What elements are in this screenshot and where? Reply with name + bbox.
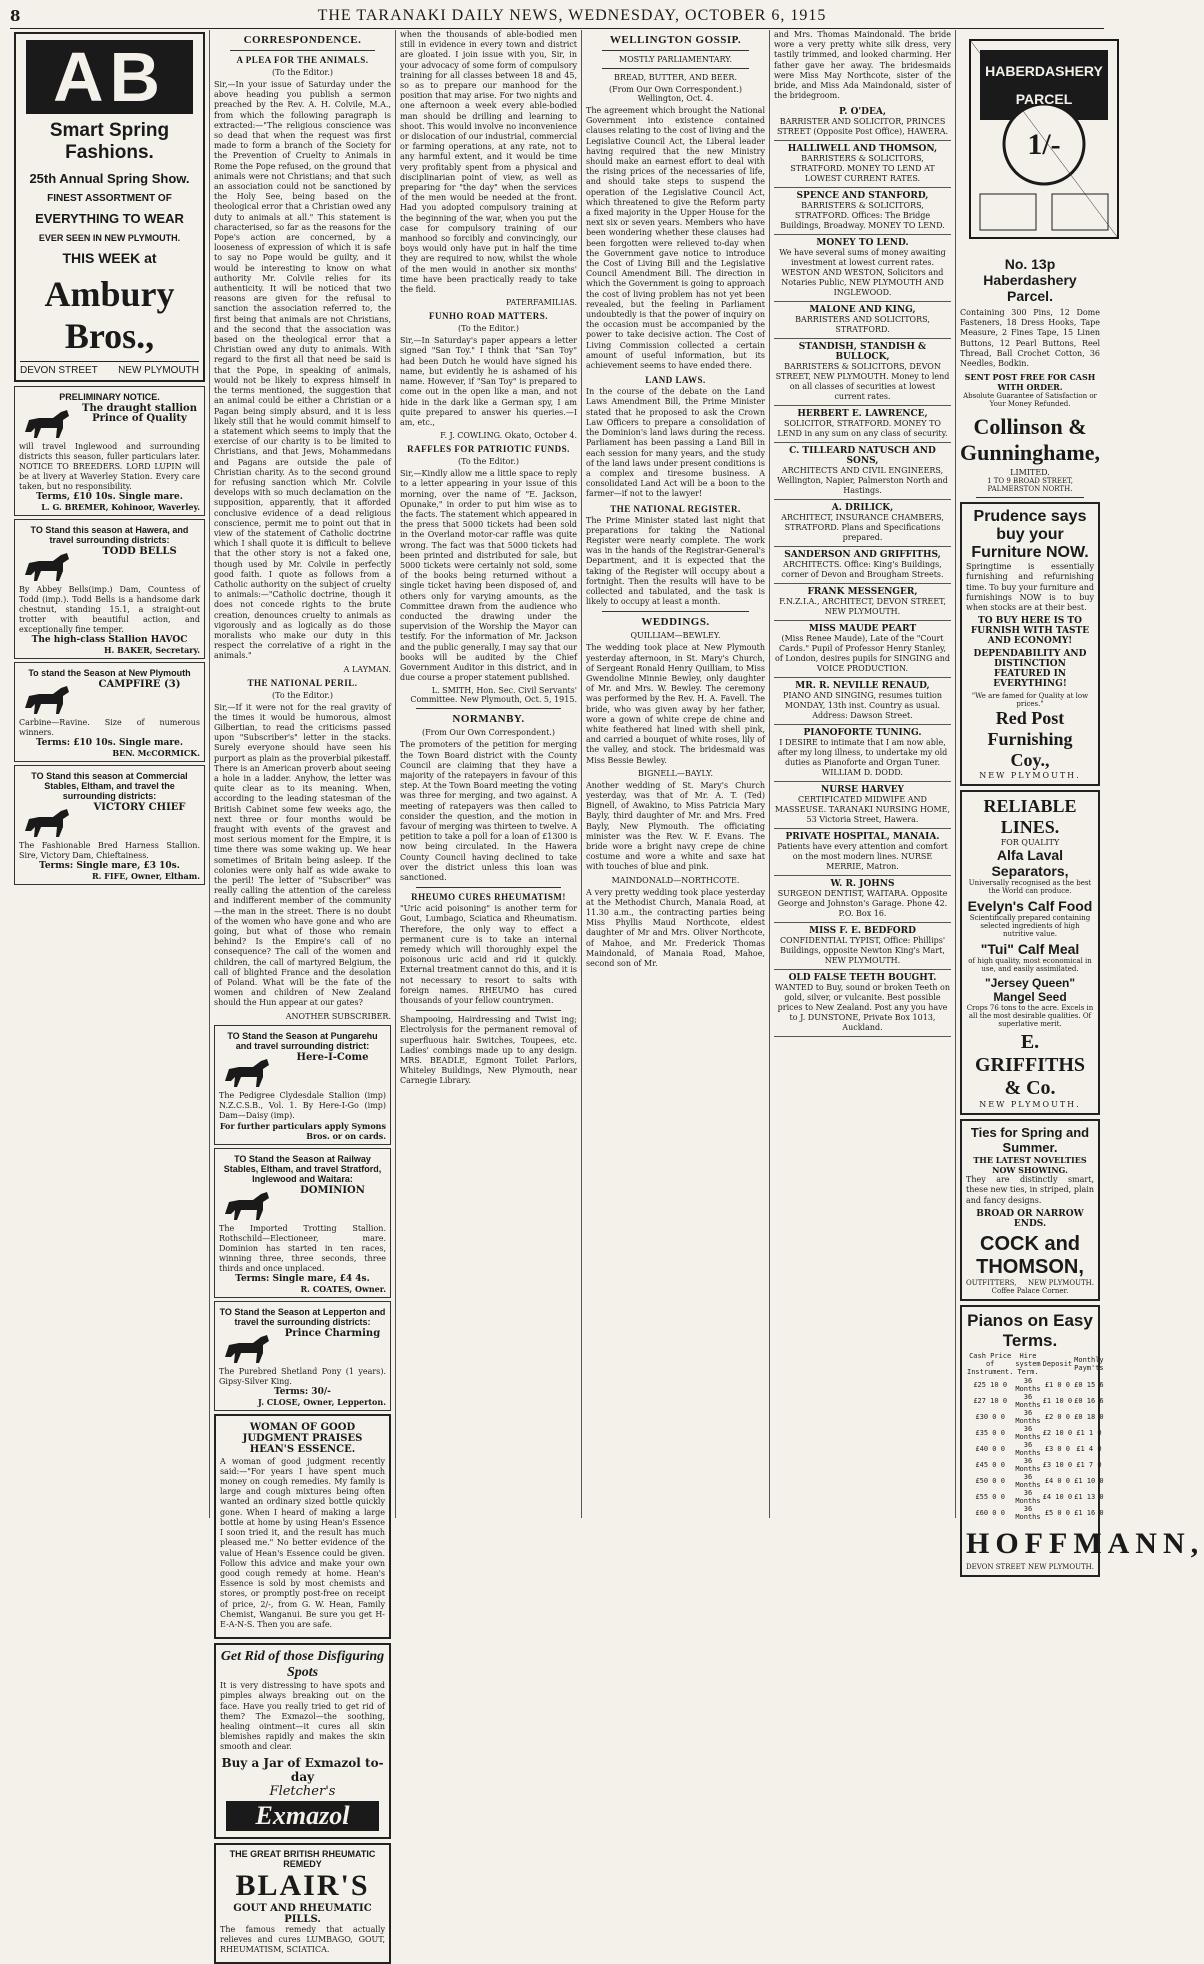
stallion-notice [14, 519, 205, 659]
haberdashery-parcel-illustration [960, 34, 1128, 244]
card-name: C. TILLEARD NATUSCH AND SONS, [789, 446, 936, 467]
prudence-quote: "We are famed for Quality at low prices." [971, 692, 1089, 709]
card-text: ARCHITECT, INSURANCE CHAMBERS, STRATFORD. Plans and Specifications prepared. [781, 513, 944, 543]
card-name: OLD FALSE TEETH BOUGHT. [788, 973, 937, 984]
notice-owner: BEN. McCORMICK. [112, 748, 200, 758]
notice-heading: PRELIMINARY NOTICE. [59, 392, 160, 402]
table-cell: £40 0 0 [975, 1444, 1005, 1453]
haberdashery-ad [960, 256, 1100, 493]
divider [416, 708, 561, 709]
stallion-notice [14, 386, 205, 516]
wedding-body: A very pretty wedding took place yesterday at the Methodist Church, Manaia Road, at 11.30 a.m., the contracting parties being Miss Phyllis Maud Northcote, eldest daughter of Mr and Mrs. Oliver Northcote, of Mahoe, and Mr. Frederick Thomas Maindonald, of Manaia Road, Mahoe, second son of Mr. [586, 887, 765, 969]
card-text: I DESIRE to intimate that I am now able, after my long illness, to undertake my old duties as Pianoforte and Organ Tuner. WILLIAM D. DODD. [777, 738, 948, 778]
stallion-notice [214, 1025, 391, 1145]
parcel-brand: HABERDASHERY [985, 63, 1103, 79]
table-cell: £25 10 0 [973, 1380, 1008, 1389]
table-header-row [966, 1351, 1105, 1377]
table-row [966, 1505, 1105, 1521]
column-5 [770, 30, 956, 1518]
table-cell: £3 0 0 [1044, 1444, 1071, 1453]
table-cell: £1 10 0 [1074, 1476, 1104, 1485]
card-name: A. DRILICK, [831, 503, 894, 514]
column-4 [582, 30, 770, 1518]
divider [416, 887, 561, 888]
table-cell: 36 Months [1015, 1440, 1041, 1457]
wedding-title: MAINDONALD—NORTHCOTE. [611, 875, 740, 885]
table-cell: £1 4 0 [1076, 1444, 1102, 1453]
notice-heading: TO Stand this season at Commercial Stables, Eltham, and travel the surrounding districts: [31, 771, 188, 801]
professional-cards [774, 104, 951, 1037]
table-cell: 36 Months [1015, 1376, 1041, 1393]
horse-illustration [219, 1055, 275, 1089]
table-header: Hire system Term. [1015, 1351, 1041, 1376]
article-body: The Prime Minister stated last night that preparations for taking the National Register were nearly complete. The work was in the hands of the Registrar-General's Department, and it is expected that the taking of the Register will occupy about a fortnight. Then the results will have to be collected and tabulated, and the task is likely to occupy at least a month. [586, 515, 765, 607]
notice-owner: H. BAKER, Secretary. [103, 645, 200, 655]
table-cell: £1 7 0 [1076, 1460, 1102, 1469]
card-text: WANTED to Buy, sound or broken Teeth on gold, silver, or vulcanite. Best possible prices to New Zealand. Post any you have to J. DUNSTONE, Private Box 1013, Auckland. [774, 983, 951, 1033]
table-cell: 36 Months [1015, 1472, 1041, 1489]
letter-title: A PLEA FOR THE ANIMALS. [236, 55, 369, 65]
professional-card [774, 443, 951, 500]
ties-heading: Ties for Spring and Summer. [970, 1125, 1090, 1156]
letter-to: (To the Editor.) [458, 457, 519, 467]
ad-address [20, 361, 199, 376]
notice-terms: The high-class Stallion HAVOC [31, 635, 188, 645]
parcel-guarantee: Absolute Guarantee of Satisfaction or Your Money Refunded. [963, 392, 1097, 409]
griffiths-town: NEW PLYMOUTH. [979, 1100, 1081, 1110]
letter-title: RAFFLES FOR PATRIOTIC FUNDS. [407, 444, 570, 455]
table-cell: £1 10 0 [1042, 1396, 1073, 1405]
ad-brand: Fletcher's [269, 1783, 336, 1799]
card-name: MISS MAUDE PEART [808, 624, 917, 635]
professional-card [774, 302, 951, 339]
table-cell: 36 Months [1015, 1408, 1041, 1425]
ad-heading: Smart Spring Fashions. [49, 120, 170, 163]
stallion-name: Here-I-Come [296, 1051, 369, 1063]
stallion-notice [14, 765, 205, 885]
ad-firm-name: Ambury Bros., [44, 274, 175, 356]
wedding-body: Another wedding of St. Mary's Church yesterday, was that of Mr. A. T. (Ted) Bignell, of Awakino, to Miss Patricia Mary Bayly, third daughter of Mr. and Mrs. Fred Bayly, New Plymouth. The officiating minister was the Rev. W. F. Evans. The bride wore a bright navy crepe de chine costume and wore a white and saxe hat with touches of blue and pink. [586, 780, 765, 872]
table-body [966, 1377, 1105, 1521]
table-cell: £4 10 0 [1042, 1492, 1073, 1501]
article-subheading: BREAD, BUTTER, AND BEER. [614, 73, 737, 82]
notice-heading: TO Stand the Season at Lepperton and travel the surrounding districts: [219, 1306, 386, 1327]
letter-signature: A LAYMAN. [343, 664, 391, 674]
stallion-notice [214, 1301, 391, 1411]
pianos-heading: Pianos on Easy Terms. [967, 1310, 1093, 1350]
letter-body: when the thousands of able-bodied men still in evidence in every town and district are gloated. I join issue with you, Sir, in your advocacy of some form of compulsory training for all classes between 18 and 45, so as to prepare our manhood for the position that may arise. For two nights and one afternoon a week every able-bodied man should be drilling and learning to shoot. This would involve no inconvenience or dislocation of our industrial, commercial or farming operations, at any rate, not to any harmful extent, and it would be time very profitably spent from a physical and disciplinarian point of view, as well as preparing for "the day" when the services of the men would be needed at the front. Had you adopted compulsory training at the beginning of the war, when you put the case for compulsory training of our manhood so forcibly and convincingly, our boys would only have put in half the time they are required to now, whilst the whole of the men would in another six months' time have been practically ready to take the field. [400, 30, 577, 295]
card-text: BARRISTER AND SOLICITOR, PRINCES STREET (Opposite Post Office), HAWERA. [776, 117, 949, 137]
hoffmann-pianos-ad [960, 1305, 1204, 1577]
card-text: ARCHITECTS. Office: King's Buildings, corner of Devon and Brougham Streets. [781, 560, 944, 580]
card-text: CERTIFICATED MIDWIFE AND MASSEUSE. TARANAKI NURSING HOME, 53 Victoria Street, Hawera. [774, 795, 951, 825]
letter-signature: F. J. COWLING. Okato, October 4. [440, 431, 577, 441]
letter-title: THE NATIONAL PERIL. [247, 677, 358, 688]
collinson-address: 1 TO 9 BROAD STREET, PALMERSTON NORTH. [987, 477, 1073, 494]
card-text: SURGEON DENTIST, WAITARA. Opposite George and Johnston's Garage. Phone 42. P.O. Box 16. [777, 889, 948, 919]
prudence-taste: TO BUY HERE IS TO FURNISH WITH TASTE AND ECONOMY! [970, 616, 1090, 647]
horse-illustration [219, 1331, 275, 1365]
article-heading: NORMANBY. [452, 713, 525, 726]
table-cell: £0 15 6 [1074, 1380, 1104, 1389]
cock-thomson-ad [960, 1119, 1100, 1301]
stallion-notices [14, 386, 205, 885]
column-3 [396, 30, 582, 1518]
page-number: 8 [10, 7, 21, 25]
ties-text: They are distinctly smart, these new ties, in striped, plain and fancy designs. [966, 1175, 1094, 1205]
table-cell: 36 Months [1015, 1488, 1041, 1505]
notice-heading: TO Stand the Season at Pungarehu and travel surrounding district: [227, 1030, 378, 1051]
article-body: The agreement which brought the National Government into existence contained clauses relating to the cost of living and the Legislative Council Act, the Liberal leader having required that the new Ministry should make an earnest effort to deal with the rising prices of the necessaries of life, and should take steps to suspend the operation of the Legislative Council Act, which threatened to give the Reform party a fixed majority in the Upper House for the next six or seven years. Members who have been wondering whether these clauses had been forgotten were relieved to-day when the Government gave notice to introduce the Cost of Living Bill and the Legislative Council Amendment Bill. The direction in which the Government is going to approach the cost of living problem has not yet been revealed, but the feeling in Parliament undoubtedly is that the power of inquiry on the occasion must be accompanied by the power to take decisive action. The Cost of Living Commission collected a certain amount of useful information, but its achievement seems to have ended there. [586, 106, 765, 371]
ad-brand: BLAIR'S [235, 1868, 370, 1902]
card-name: FRANK MESSENGER, [807, 587, 918, 598]
rheumo-body: "Uric acid poisoning" is another term for Gout, Lumbago, Sciatica and Rheumatism. Therefore, the only way to effect a permanent cure is to take an internal remedy which will thoroughly expel the poisonous uric acid and rid it quickly. External treatment cannot do this, and it is not necessary to resort to salts with foreign names. RHEUMO has cured thousands of your fellow countrymen. [400, 904, 577, 1006]
letter-signature: ANOTHER SUBSCRIBER. [285, 1011, 391, 1021]
letter-body: Sir,—In your issue of Saturday under the above heading you publish a sermon preached by the Rev. A. H. Colvile, M.A., from which the following paragraph is extracted:—"The religious conscience was so dead that when the request was first made to form a branch of the Society for the Prevention of Cruelty to Animals in Rome the Pope refused, on the ground that animals were not Christians; and that such an association could not be sanctioned by the Holy See, being based on the theological error that a Christian owed any duty to animals at all." This statement is characterised, so far as the reasons for the Pope's action are concerned, by a looseness of expression of which it is safe to say no Pope would be guilty, and it would be interesting to know on what authority Mr. Colvile relies for its authenticity. It will be noticed that two reasons are given for the refusal to sanction the association referred to, the first being that animals are not Christians, and the second that the association was based on the theological error that a Christian owed any duty to animals. With regard to the first all that need be said is that the Pope, in speaking of animals, would not be likely to express himself in the terms mentioned, the suggestion that an animal could be either a Christian or a Pagan being simply absurd, and it is less likely still that he would commit himself to a statement which seems to imply that the exercise of our charity is to be limited to Christians, and that Jews, Mohammedans and Pagans are outside the pale of Christian charity. As to the second ground for refusing sanction which Mr. Colvile develops with so much declamation on the supposition, apparently, that it afforded conclusive evidence of a dead religious conscience, permit me to point out that in view of the statement of Catholic doctrine which I shall quote it is difficult to believe that the other story is not a faked one, though used by Mr. Colvile in perfectly good faith. I quote as follows from a Catholic authority on the subject of cruelty to animals:—"Catholic doctrine, though it does not concede rights to the brute creation, denounces cruelty to animals as vigorously and as logically as do those moralists who make our duty in this respect the correlative of a right in the animals." [214, 80, 391, 661]
ad-line: EVER SEEN IN NEW PLYMOUTH. [38, 233, 181, 243]
ad-text: The famous remedy that actually relieves and cures LUMBAGO, GOUT, RHEUMATISM, SCIATICA. [220, 1924, 385, 1954]
horse-illustration [19, 406, 75, 440]
ad-heading: Get Rid of those Disfiguring Spots [220, 1649, 385, 1681]
notice-terms: Terms, £10 10s. Single mare. [36, 492, 183, 502]
wedding-continued: and Mrs. Thomas Maindonald. The bride wore a very pretty white silk dress, very tastily trimmed, and looked charming. Her father gave her away. The bridesmaids were Miss May Northcote, sister of the bride, and Miss Ada Maindonald, sister of the bridegroom. [774, 30, 951, 101]
stallion-name: TODD BELLS [102, 546, 177, 557]
notice-heading: TO Stand the Season at Railway Stables, Eltham, and travel Stratford, Inglewood and Waitara: [223, 1153, 382, 1184]
wedding-title: BIGNELL—BAYLY. [637, 768, 714, 778]
notice-terms: Terms: £10 10s. Single mare. [36, 738, 183, 748]
rheumo-heading: RHEUMO CURES RHEUMATISM! [411, 892, 566, 903]
professional-card [774, 188, 951, 235]
section-heading: CORRESPONDENCE. [243, 34, 362, 46]
prudence-heading: Prudence says buy your Furniture NOW. [971, 508, 1089, 562]
cock-outfitters: OUTFITTERS, [966, 1278, 1017, 1287]
card-text: ARCHITECTS AND CIVIL ENGINEERS, Wellington, Napier, Palmerston North and Hastings. [777, 466, 948, 496]
ad-line: EVERYTHING TO WEAR [35, 211, 184, 226]
card-text: Patients have every attention and comfort on the most modern lines. NURSE MERRIE, Matron. [777, 842, 948, 872]
letter-signature: L. SMITH, Hon. Sec. Civil Servants' Committee. New Plymouth, Oct. 5, 1915. [410, 686, 577, 705]
table-cell: £35 0 0 [975, 1428, 1005, 1437]
wedding-title: QUILLIAM—BEWLEY. [630, 631, 721, 641]
divider [416, 1010, 561, 1011]
collinson-limited: LIMITED. [1010, 468, 1050, 478]
cock-address: Coffee Palace Corner. [991, 1286, 1069, 1295]
card-text: We have several sums of money awaiting investment at lowest current rates. WESTON AND WESTON, Solicitors and Notaries Public, NEW PLYMOUTH AND INGLEWOOD. [779, 248, 946, 298]
professional-card [774, 829, 951, 876]
ties-latest: THE LATEST NOVELTIES NOW SHOWING. [973, 1155, 1087, 1176]
table-cell: 36 Months [1015, 1424, 1041, 1441]
article-body: In the course of the debate on the Land Laws Amendment Bill, the Prime Minister stated that he proposed to ask the Crown Law Officers to prepare a consolidation of the Dominion's land laws during the recess. Parliament has been passing a Land Bill in each session for many years, and the study of the land laws under present conditions is a complex and tiresome business. A consolidated Land Act will be a boon to the farmer—if not to the lawyer! [586, 387, 765, 499]
cock-name: COCK and THOMSON, [976, 1232, 1084, 1278]
card-text: BARRISTERS & SOLICITORS, STRATFORD. MONEY TO LEND AT LOWEST CURRENT RATES. [790, 154, 935, 184]
table-cell: £3 10 0 [1042, 1460, 1073, 1469]
wedding-body: The wedding took place at New Plymouth yesterday afternoon, in St. Mary's Church, of Sergeant Ronald Henry Quilliam, to Miss Gwendoline Minnie Bewley, only daughter of Mr. and Mrs. W. Bewley. The ceremony was performed by the Rev. H. A. Favell. The bride, who was given away by her father, wore a gown of white crepe de chine and white feathered hat lined with shell pink, and carried a bouquet of white roses, lily of the valley, and stock. The bridesmaid was Miss Bessie Bewley. [586, 643, 765, 765]
professional-card [774, 406, 951, 443]
notice-terms: Terms: 30/- [274, 1386, 331, 1397]
tui-heading: "Tui" Calf Meal [980, 941, 1080, 958]
card-name: P. O'DEA, [839, 107, 886, 118]
letter-body: Sir,—In Saturday's paper appears a letter signed "San Toy." I think that "San Toy" had been Dutch he would have signed his name, but evidently he is ashamed of his name. However, if "San Toy" is prepared to come out in the open like a man, and not hide in the dark like a German spy, I am quite prepared to answer his queries.—I am, etc., [400, 336, 577, 427]
ad-show: 25th Annual Spring Show. [29, 171, 190, 186]
parcel-title: No. 13p Haberdashery Parcel. [983, 256, 1077, 304]
griffiths-ad [960, 790, 1100, 1115]
table-row [966, 1393, 1105, 1409]
card-name: PIANOFORTE TUNING. [803, 728, 922, 739]
ab-logo: AB [26, 40, 193, 114]
card-name: MONEY TO LEND. [816, 238, 909, 249]
card-text: CONFIDENTIAL TYPIST, Office: Phillips' Buildings, opposite Newton King's Mart, NEW PLYMOUTH. [779, 936, 946, 966]
notice-terms: Terms: Single mare, £4 4s. [235, 1273, 370, 1284]
table-cell: £2 10 0 [1042, 1428, 1073, 1437]
exmazol-ad [214, 1643, 391, 1838]
exmazol-logo: Exmazol [226, 1801, 379, 1831]
table-cell: £1 1 0 [1076, 1428, 1102, 1437]
table-row [966, 1377, 1105, 1393]
notice-text: The Fashionable Bred Harness Stallion. Sire, Victory Dam, Chieftainess. [19, 841, 200, 860]
red-post-furnishing-ad [960, 502, 1100, 786]
table-cell: £30 0 0 [975, 1412, 1005, 1421]
notice-owner: J. CLOSE, Owner, Lepperton. [258, 1396, 386, 1407]
article-subheading: THE NATIONAL REGISTER. [610, 503, 741, 514]
notice-terms: Terms: Single mare, £3 10s. [39, 861, 180, 871]
letter-to: (To the Editor.) [458, 324, 519, 334]
article-from: (From Our Own Correspondent.) Wellington, Oct. 4. [608, 85, 743, 103]
card-name: W. R. JOHNS [830, 879, 895, 890]
table-header: Deposit [1042, 1359, 1073, 1368]
card-name: NURSE HARVEY [821, 785, 904, 796]
professional-card [774, 339, 951, 406]
table-cell: £0 16 6 [1074, 1396, 1104, 1405]
stallion-name: Prince Charming [284, 1327, 381, 1339]
notice-text: will travel Inglewood and surrounding districts this season, fuller particulars later. NOTICE TO BREEDERS. LORD LUPIN will be at livery at Waverley Station. Every care taken, but no responsibility. [19, 442, 200, 491]
article-heading: WEDDINGS. [641, 616, 710, 629]
card-name: MISS F. E. BEDFORD [809, 926, 916, 937]
ad-line: FINEST ASSORTMENT OF [47, 193, 172, 204]
prudence-text: Springtime is essentially furnishing and refurnishing time. To buy your furniture and furnishings NOW is to buy when stocks are at their best. [966, 562, 1094, 613]
card-text: F.N.Z.I.A., ARCHITECT, DEVON STREET, NEW PLYMOUTH. [779, 597, 946, 617]
column-6 [956, 30, 1204, 1571]
card-text: BARRISTERS AND SOLICITORS, STRATFORD. [795, 315, 930, 335]
professional-card [774, 141, 951, 188]
notice-heading: To stand the Season at New Plymouth [28, 668, 191, 678]
professional-card [774, 782, 951, 829]
blairs-pills-ad [214, 1843, 391, 1964]
table-cell: £1 0 0 [1044, 1380, 1071, 1389]
table-cell: £5 0 0 [1044, 1508, 1071, 1517]
alfa-text: Universally recognised as the best the World can produce. [968, 879, 1092, 896]
table-row [966, 1473, 1105, 1489]
column-1 [10, 30, 210, 1518]
notice-text: The Imported Trotting Stallion. Rothschild—Electioneer, mare. Dominion has started in ten races, winning three, three seconds, three thirds and once unplaced. [219, 1223, 386, 1273]
evelyn-heading: Evelyn's Calf Food [967, 898, 1093, 915]
piano-terms-table [966, 1351, 1105, 1521]
professional-card [774, 621, 951, 678]
card-name: MR. R. NEVILLE RENAUD, [795, 681, 930, 692]
hoffmann-street: DEVON STREET [966, 1562, 1026, 1571]
table-row [966, 1489, 1105, 1505]
table-row [966, 1425, 1105, 1441]
professional-card [774, 923, 951, 970]
parcel-word: PARCEL [1015, 91, 1073, 107]
notice-text: The Purebred Shetland Pony (1 years). Gipsy-Silver King. [219, 1366, 386, 1386]
table-cell: £60 0 0 [975, 1508, 1005, 1517]
parcel-price: 1/- [1027, 128, 1061, 161]
masthead [10, 4, 1104, 29]
ambury-bros-ad [14, 32, 205, 382]
table-cell: 36 Months [1015, 1504, 1041, 1521]
notice-text: The Pedigree Clydesdale Stallion (imp) N.Z.C.S.B., Vol. 1. By Here-I-Go (imp) Dam—Daisy (imp). [219, 1090, 386, 1120]
reliable-heading: RELIABLE LINES. [983, 796, 1077, 838]
professional-card [774, 584, 951, 621]
article-from: (From Our Own Correspondent.) [421, 728, 556, 738]
ad-product: GOUT AND RHEUMATIC PILLS. [233, 1902, 372, 1925]
stallion-name: DOMINION [300, 1184, 365, 1196]
card-text: PIANO AND SINGING, resumes tuition MONDAY, 13th inst. Country as usual. Address: Dawson Street. [783, 691, 942, 721]
professional-card [774, 500, 951, 547]
letter-title: FUNHO ROAD MATTERS. [428, 311, 549, 322]
ad-heading: WOMAN OF GOOD JUDGMENT PRAISES HEAN'S ESSENCE. [242, 1421, 363, 1455]
table-row [966, 1441, 1105, 1457]
table-cell: £4 0 0 [1044, 1476, 1071, 1485]
table-header: Cash Price of Instrument. [967, 1351, 1014, 1376]
letter-signature: PATERFAMILIAS. [505, 298, 577, 308]
professional-card [774, 104, 951, 141]
card-text: SOLICITOR, STRATFORD. MONEY TO LEND in any sum on any class of security. [777, 419, 948, 439]
ad-text: It is very distressing to have spots and pimples always breaking out on the face. Have you really tried to get rid of them? The Exmazol—the soothing, healing ointment—it cures all skin blemishes rapidly and makes the skin smooth and clear. [220, 1681, 385, 1752]
hoffmann-town: NEW PLYMOUTH. [1028, 1562, 1094, 1571]
card-name: STANDISH, STANDISH & BULLOCK, [798, 342, 927, 363]
horse-illustration [219, 1188, 275, 1222]
card-name: PRIVATE HOSPITAL, MANAIA. [785, 832, 940, 843]
parcel-free: SENT POST FREE FOR CASH WITH ORDER. [964, 372, 1096, 393]
redpost-name: Red Post Furnishing Coy., [987, 708, 1073, 771]
professional-card [774, 235, 951, 302]
card-text: (Miss Renee Maude), Late of the "Court Cards." Pupil of Professor Henry Stanley, of London, desires pupils for SINGING and VOICE PRODUCTION. [775, 634, 950, 674]
divider [602, 68, 749, 69]
horse-illustration [19, 805, 75, 839]
divider [976, 497, 1084, 498]
article-subheading: MOSTLY PARLIAMENTARY. [618, 55, 733, 64]
ad-buy: Buy a Jar of Exmazol to-day [221, 1755, 384, 1784]
table-header: Monthly Paym'ts [1074, 1355, 1104, 1372]
letter-body: Sir,—If it were not for the real gravity of the times it would be humorous, almost Gilbertian, to read the criticisms passed upon "Subscriber's" letter in the stacks. Surely everyone should have seen his purport as plain as the proverbial pikestaff. There is an American proverb about seeing a hole in a ladder. Anyhow, the letter was quite clear as to its meaning. When, according to the leading statesman of the British Cabinet some few weeks ago, the next three or four months would be fraught with events of the gravest and most serious moment for the Empire, it is time there was some waking up. We hear sometimes of Britain being asleep. If the colonies were only half as wide awake to the peril! The letter of "Subscriber" was really calling the attention of the careless and indifferent member of the community—the man in the street. There is no doubt of the women who have gone and who are going, but what of those who remain behind? Is the Empire's call of no consequence? The call of the women and children, the call of martyred Belgium, the call of blighted France and the desolation of Poland. What will be the fate of the women and children of New Zealand should the Hun appear at our gates? [214, 702, 391, 1008]
table-cell: £2 0 0 [1044, 1412, 1071, 1421]
letter-to: (To the Editor.) [272, 68, 333, 77]
evelyn-text: Scientifically prepared containing selected ingredients of high nutritive value. [969, 914, 1091, 939]
stallion-notices-2 [214, 1025, 391, 1411]
card-text: BARRISTERS & SOLICITORS, STRATFORD. Offices: The Bridge Buildings, Broadway. MONEY TO LEND. [780, 201, 945, 231]
notice-text: Carbine—Ravine. Size of numerous winners. [19, 718, 200, 737]
notice-owner: R. COATES, Owner. [300, 1283, 386, 1294]
prudence-dependability: DEPENDABILITY AND DISTINCTION FEATURED IN EVERYTHING! [973, 649, 1087, 690]
table-cell: £55 0 0 [975, 1492, 1005, 1501]
divider [602, 611, 749, 612]
horse-illustration [19, 549, 75, 583]
notice-owner: For further particulars apply Symons Bros. or on cards. [219, 1120, 386, 1141]
ad-street: DEVON STREET [20, 365, 98, 376]
letter-body: Sir,—Kindly allow me a little space to reply to a letter appearing in your issue of this morning, over the name of "E. Jackson, Opunake," in order to put him wise as to the facts. The statement which appeared in the press that 5000 tickets had been sold in the Overland motor-car raffle was quite wrong. The fact was that 5000 tickets had been printed and distributed for sale, but 5000 tickets were certainly not sold, some of the books being returned without a single ticket having been disposed of, and others only for varying amounts, as the Committee drawn from the audience who conducted the drawing under the supervision of the Worship the Mayor can testify. For the information of Mr. Jackson and the public generally, I may say that our books will be audited by the Chief Government Auditor in this district, and in due course a proper statement published. [400, 469, 577, 683]
card-name: HALLIWELL AND THOMSON, [787, 144, 938, 155]
table-cell: £50 0 0 [975, 1476, 1005, 1485]
stallion-name: CAMPFIRE (3) [98, 679, 181, 690]
professional-card [774, 725, 951, 782]
stallion-notice [14, 662, 205, 762]
correspondence-section [214, 34, 391, 1021]
table-cell: £45 0 0 [975, 1460, 1005, 1469]
table-cell: £1 13 0 [1074, 1492, 1104, 1501]
column-4-articles [586, 34, 765, 969]
table-row [966, 1409, 1105, 1425]
professional-card [774, 970, 951, 1037]
column-2 [210, 30, 396, 1954]
letter-to: (To the Editor.) [272, 690, 333, 700]
article-heading: WELLINGTON GOSSIP. [609, 34, 742, 46]
card-name: SANDERSON AND GRIFFITHS, [784, 550, 941, 561]
notice-owner: L. G. BREMER, Kohinoor, Waverley. [41, 502, 200, 512]
table-cell: £0 18 0 [1074, 1412, 1104, 1421]
divider [602, 50, 749, 51]
table-cell: 36 Months [1015, 1392, 1041, 1409]
griffiths-name: E. GRIFFITHS & Co. [974, 1031, 1086, 1100]
table-cell: 36 Months [1015, 1456, 1041, 1473]
stallion-notice [214, 1148, 391, 1298]
table-cell: £27 10 0 [973, 1396, 1008, 1405]
article-body: The promoters of the petition for merging the Town Board district with the County Council are claiming that they have a majority of the ratepayers in favour of this step. At the Town Board meeting the voting was three for merging, and two against. A meeting of ratepayers was then called to consider the question, and the motion in favour of merging was thirteen to twelve. A petition to take a poll for a loan of £1300 is now being circulated. In the Hawera County Council having declined to take over the district unless this loan was sanctioned. [400, 740, 577, 883]
card-name: HERBERT E. LAWRENCE, [797, 409, 928, 420]
professional-card [774, 876, 951, 923]
ad-top: THE GREAT BRITISH RHEUMATIC REMEDY [229, 1848, 376, 1869]
table-cell: £1 16 0 [1074, 1508, 1104, 1517]
table-row [966, 1457, 1105, 1473]
ties-broad: BROAD OR NARROW ENDS. [976, 1208, 1084, 1229]
article-subheading: LAND LAWS. [645, 375, 706, 386]
ad-town: NEW PLYMOUTH [118, 365, 199, 376]
horse-illustration [19, 682, 75, 716]
heans-essence-ad [214, 1414, 391, 1639]
divider [230, 50, 375, 51]
card-name: SPENCE AND STANFORD, [796, 191, 929, 202]
jersey-text: Crops 76 tons to the acre. Excels in all the most desirable qualities. Of superlative merit. [966, 1004, 1094, 1029]
notice-owner: R. FIFE, Owner, Eltham. [91, 871, 200, 881]
notice-text: By Abbey Bells(imp.) Dam, Countess of Todd (imp.). Todd Bells is a handsome dark chestnut, standing 15.1, a straight-out trotter with beautiful action, and exceptionally fine temper. [19, 585, 200, 634]
hoffmann-address [966, 1563, 1094, 1571]
card-name: MALONE AND KING, [809, 305, 916, 316]
redpost-town: NEW PLYMOUTH. [979, 771, 1081, 781]
stallion-name: VICTORY CHIEF [93, 802, 186, 813]
column-3-articles [400, 30, 577, 1087]
jersey-heading: "Jersey Queen" Mangel Seed [984, 976, 1076, 1005]
newspaper-title: THE TARANAKI DAILY NEWS, WEDNESDAY, OCTOBER 6, 1915 [317, 7, 827, 24]
parcel-text: Containing 300 Pins, 12 Dome Fasteners, 18 Dress Hooks, Tape Measure, 2 Fines Tape, 15 Linen Buttons, 12 Pearl Buttons, Reel Thread, Ball Crochet Cotton, 36 Needles, Bodkin. [960, 308, 1100, 369]
professional-card [774, 547, 951, 584]
tui-text: of high quality, most economical in use, and easily assimilated. [968, 957, 1092, 974]
stallion-name: The draught stallion Prince of Quality [82, 403, 197, 424]
professional-card [774, 678, 951, 725]
collinson-name: Collinson & Gunninghame, [960, 414, 1100, 466]
cock-subline [966, 1279, 1094, 1287]
notice-heading: TO Stand this season at Hawera, and travel surrounding districts: [30, 525, 189, 545]
cock-town: NEW PLYMOUTH. [1028, 1278, 1094, 1287]
hoffmann-name: HOFFMANN, [966, 1526, 1204, 1560]
card-text: BARRISTERS & SOLICITORS, DEVON STREET, NEW PLYMOUTH. Money to lend on all classes of securities at lowest current rates. [775, 362, 950, 402]
alfa-heading: Alfa Laval Separators, [991, 847, 1069, 880]
shampoo-ad: Shampooing, Hairdressing and Twist ing; Electrolysis for the permanent removal of superfluous hair. Switches, Toupees, etc. Ladies' combings made up to any design. MRS. BEADLE, Egmont Toilet Parlors, Whiteley Buildings, New Plymouth, near Carnegie Library. [400, 1015, 577, 1086]
ad-week: THIS WEEK at [62, 250, 157, 266]
ad-text: A woman of good judgment recently said:—"For years I have spent much money on cough remedies. My family is large and cough mixtures being often wanted an ordinary sized bottle quickly gone. When I heard of making a large bottle at home by using Hean's Essence I soon tried it, and the result has much pleased me." No better evidence of the value of Hean's Essence could be given. Follow this advice and make your own good cough remedy at home. Hean's Essence is sold by most chemists and stores, or promptly post-free on receipt of price, 2/-, from G. W. Hean, Family Chemist, Wanganui. Be sure you get H-E-A-N-S. Then you are safe. [220, 1456, 385, 1629]
for-quality: FOR QUALITY [1000, 838, 1060, 848]
